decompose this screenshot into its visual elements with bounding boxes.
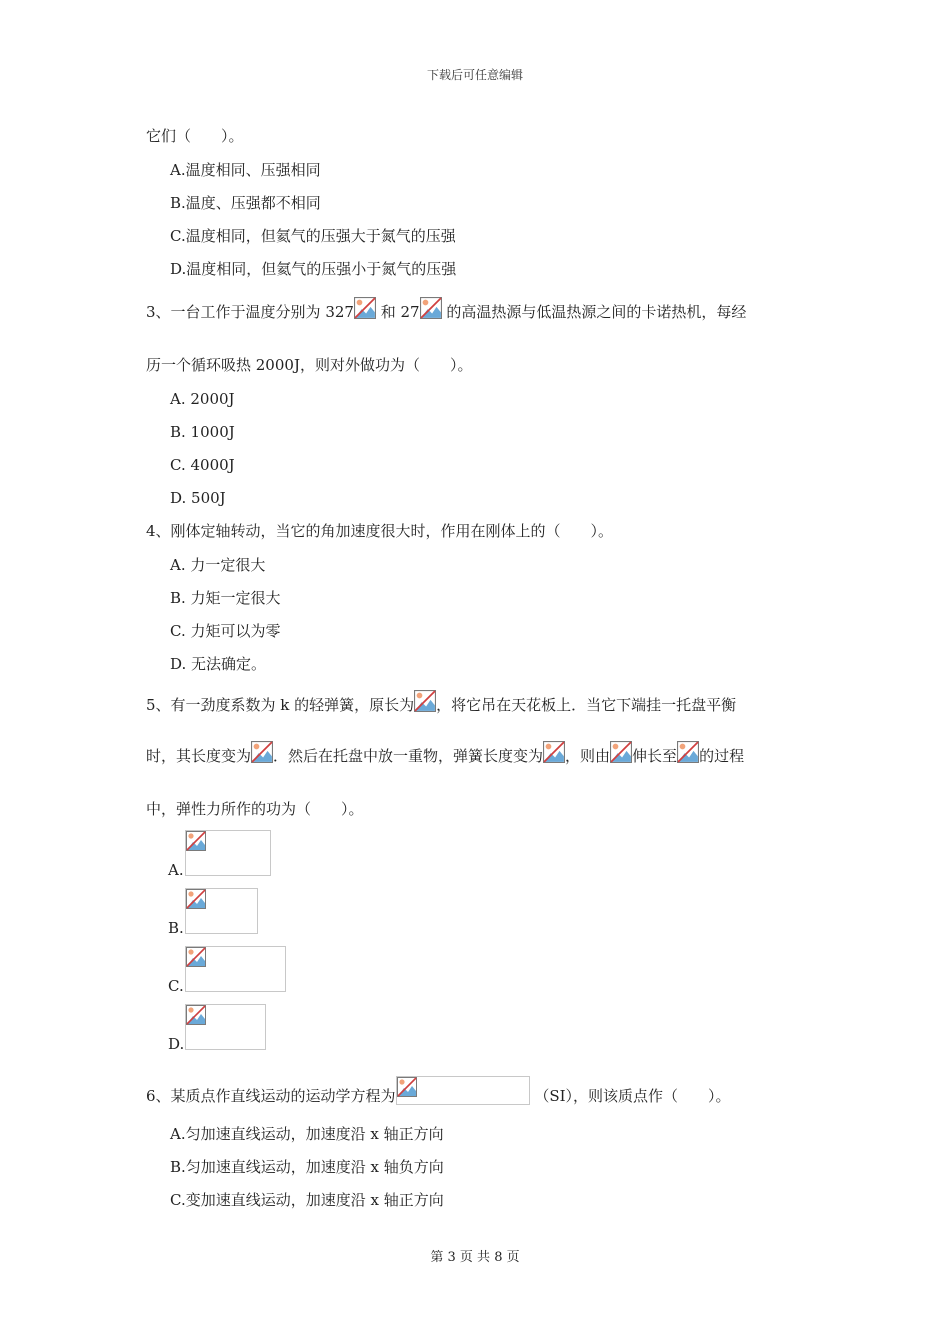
broken-image-icon <box>186 831 206 851</box>
q4-option-c: C. 力矩可以为零 <box>170 622 281 640</box>
q3-stem-line2: 历一个循环吸热 2000J，则对外做功为（ ）。 <box>146 356 473 374</box>
q5-text-part1: 5、有一劲度系数为 k 的轻弹簧，原长为 <box>146 696 415 714</box>
q6-option-c: C.变加速直线运动，加速度沿 x 轴正方向 <box>170 1191 444 1209</box>
q5-option-d-image <box>185 1004 266 1050</box>
q3-stem-line1 <box>146 297 746 322</box>
broken-image-icon <box>420 297 442 319</box>
q5-option-c-label: C. <box>168 977 184 995</box>
q5-text-part2: ，将它吊在天花板上．当它下端挂一托盘平衡 <box>436 696 737 714</box>
q5-option-c-image <box>185 946 286 992</box>
q3-option-b: B. 1000J <box>170 423 235 441</box>
q4-stem: 4、刚体定轴转动，当它的角加速度很大时，作用在刚体上的（ ）。 <box>146 522 614 540</box>
q5-text-part3: 时，其长度变为 <box>146 747 252 765</box>
q6-text-part2: （SI），则该质点作（ ）。 <box>534 1087 731 1105</box>
q3-option-a: A. 2000J <box>170 390 235 408</box>
q6-text-part1: 6、某质点作直线运动的运动学方程为 <box>146 1087 396 1105</box>
q2-option-b: B.温度、压强都不相同 <box>170 194 321 212</box>
q2-stem-end: 它们（ ）。 <box>146 127 244 145</box>
broken-image-icon <box>543 741 565 763</box>
broken-image-icon <box>677 741 699 763</box>
q5-option-a-image <box>185 830 271 876</box>
q5-text-part6: 伸长至 <box>632 747 678 765</box>
broken-image-icon <box>397 1077 417 1097</box>
q4-option-d: D. 无法确定。 <box>170 655 267 673</box>
q3-text-part1: 3、一台工作于温度分别为 327 <box>146 303 354 321</box>
q5-option-b-label: B. <box>168 919 184 937</box>
q6-equation-image <box>396 1076 530 1105</box>
broken-image-icon <box>186 947 206 967</box>
broken-image-icon <box>354 297 376 319</box>
page-footer: 第 3 页 共 8 页 <box>430 1250 520 1265</box>
broken-image-icon <box>186 1005 206 1025</box>
q5-text-part4: ．然后在托盘中放一重物，弹簧长度变为 <box>273 747 544 765</box>
q6-option-b: B.匀加速直线运动，加速度沿 x 轴负方向 <box>170 1158 444 1176</box>
q3-text-part2: 和 27 <box>380 303 420 321</box>
q5-text-part5: ，则由 <box>565 747 611 765</box>
q6-option-a: A.匀加速直线运动，加速度沿 x 轴正方向 <box>170 1125 444 1143</box>
broken-image-icon <box>186 889 206 909</box>
q5-option-d-label: D. <box>168 1035 185 1053</box>
q2-option-a: A.温度相同、压强相同 <box>170 161 321 179</box>
q2-option-d: D.温度相同，但氦气的压强小于氮气的压强 <box>170 260 457 278</box>
q6-stem <box>146 1076 731 1106</box>
q5-option-b-image <box>185 888 258 934</box>
page-header: 下载后可任意编辑 <box>426 68 523 82</box>
q5-stem-line1 <box>146 690 736 715</box>
q5-option-a-label: A. <box>168 861 184 879</box>
q5-stem-line2 <box>146 741 744 766</box>
q3-text-part3: 的高温热源与低温热源之间的卡诺热机，每经 <box>446 303 747 321</box>
q3-option-c: C. 4000J <box>170 456 235 474</box>
q4-option-a: A. 力一定很大 <box>170 556 266 574</box>
broken-image-icon <box>610 741 632 763</box>
q5-stem-line3: 中，弹性力所作的功为（ ）。 <box>146 800 364 818</box>
q5-text-part7: 的过程 <box>699 747 745 765</box>
broken-image-icon <box>251 741 273 763</box>
q2-option-c: C.温度相同，但氦气的压强大于氮气的压强 <box>170 227 456 245</box>
q4-option-b: B. 力矩一定很大 <box>170 589 281 607</box>
q3-option-d: D. 500J <box>170 489 226 507</box>
broken-image-icon <box>414 690 436 712</box>
